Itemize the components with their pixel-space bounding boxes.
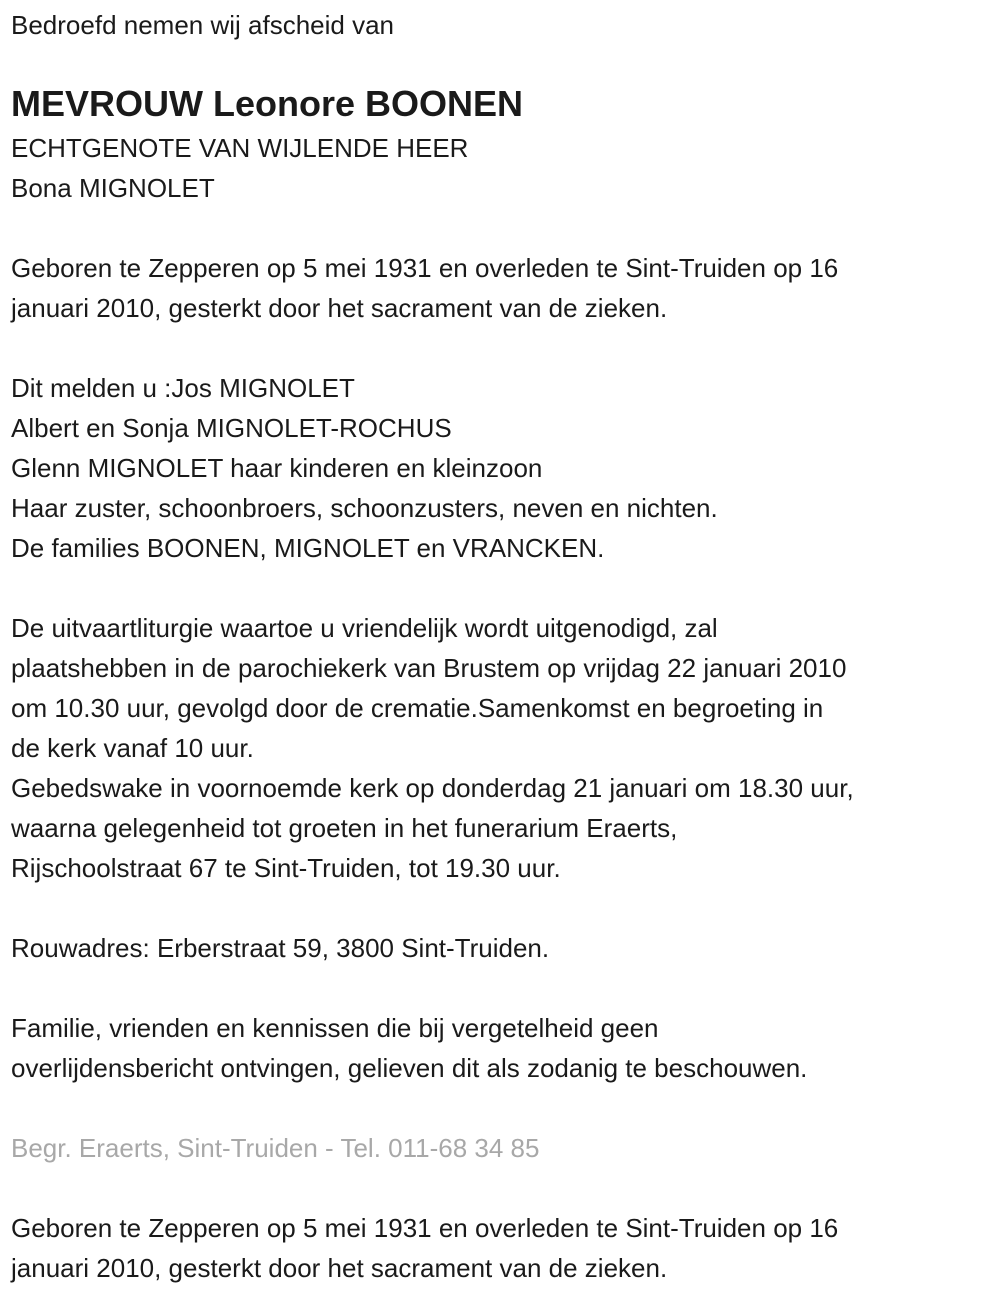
birth-death-line: januari 2010, gesterkt door het sacrament van de zieken. <box>11 1253 668 1283</box>
notice-line: Familie, vrienden en kennissen die bij vergetelheid geen <box>11 1013 659 1043</box>
family-line: Albert en Sonja MIGNOLET-ROCHUS <box>11 413 452 443</box>
funeral-line: Rijschoolstraat 67 te Sint-Truiden, tot 19.30 uur. <box>11 853 561 883</box>
funeral-line: waarna gelegenheid tot groeten in het funerarium Eraerts, <box>11 813 678 843</box>
funeral-line: de kerk vanaf 10 uur. <box>11 733 254 763</box>
family-line: Haar zuster, schoonbroers, schoonzusters, neven en nichten. <box>11 493 718 523</box>
funeral-line: plaatshebben in de parochiekerk van Brustem op vrijdag 22 januari 2010 <box>11 653 847 683</box>
funeral-line: Gebedswake in voornoemde kerk op donderdag 21 januari om 18.30 uur, <box>11 773 854 803</box>
deceased-name: MEVROUW Leonore BOONEN <box>11 83 524 124</box>
notice-line: overlijdensbericht ontvingen, gelieven dit als zodanig te beschouwen. <box>11 1053 808 1083</box>
family-line: Glenn MIGNOLET haar kinderen en kleinzoon <box>11 453 543 483</box>
spouse-line: Bona MIGNOLET <box>11 173 215 203</box>
birth-death-line: Geboren te Zepperen op 5 mei 1931 en overleden te Sint-Truiden op 16 <box>11 1213 839 1243</box>
birth-death-line: januari 2010, gesterkt door het sacrament van de zieken. <box>11 293 668 323</box>
undertaker-info: Begr. Eraerts, Sint-Truiden - Tel. 011-68 34 85 <box>11 1133 540 1163</box>
birth-death-line: Geboren te Zepperen op 5 mei 1931 en overleden te Sint-Truiden op 16 <box>11 253 839 283</box>
intro-text: Bedroefd nemen wij afscheid van <box>11 10 395 40</box>
mourning-address: Rouwadres: Erberstraat 59, 3800 Sint-Truiden. <box>11 933 550 963</box>
funeral-line: om 10.30 uur, gevolgd door de crematie.Samenkomst en begroeting in <box>11 693 824 723</box>
family-line: De families BOONEN, MIGNOLET en VRANCKEN. <box>11 533 605 563</box>
spouse-line: ECHTGENOTE VAN WIJLENDE HEER <box>11 133 469 163</box>
family-line: Dit melden u :Jos MIGNOLET <box>11 373 355 403</box>
funeral-line: De uitvaartliturgie waartoe u vriendelijk wordt uitgenodigd, zal <box>11 613 718 643</box>
